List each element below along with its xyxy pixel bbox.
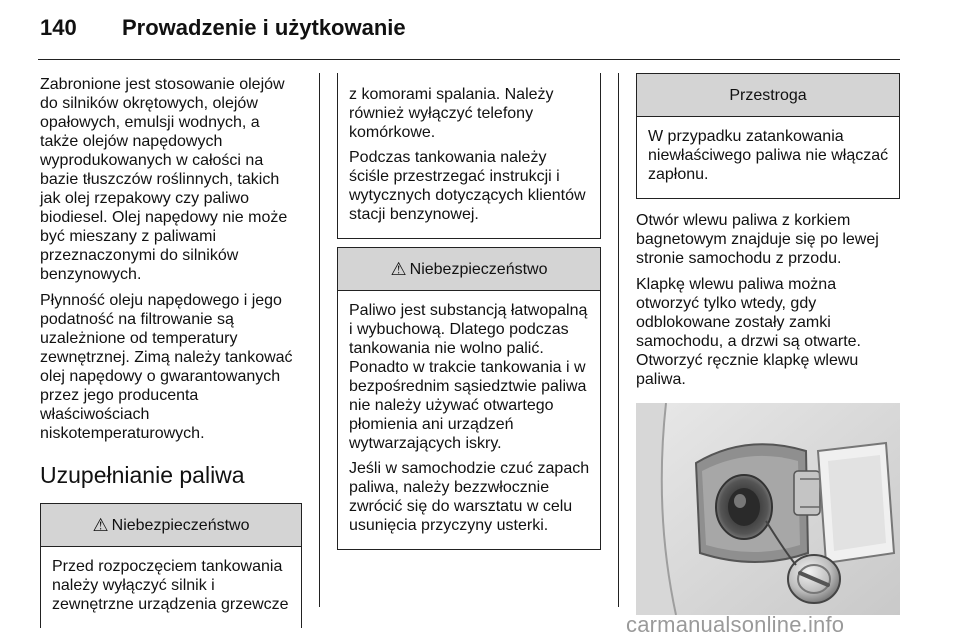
warning-box-1-continued xyxy=(337,73,601,239)
column-1 xyxy=(40,75,302,628)
warning-triangle-icon: ⚠ xyxy=(390,258,407,279)
warning-box-2 xyxy=(337,247,601,550)
caution-title: Przestroga xyxy=(729,86,807,104)
warning-box-1-continued-body xyxy=(338,73,600,238)
warning-box-1-header xyxy=(41,504,301,547)
warning-continued-text-1: z komorami spalania. Należy również wyłączyć telefony komórkowe. xyxy=(349,86,554,141)
column-divider-1 xyxy=(319,73,320,607)
warning-triangle-icon: ⚠ xyxy=(92,514,109,535)
caution-box xyxy=(636,73,900,199)
warning-box-1 xyxy=(40,503,302,628)
chapter-title: Prowadzenie i użytkowanie xyxy=(122,15,406,40)
caution-box-body xyxy=(637,117,899,198)
column-divider-2 xyxy=(618,73,619,607)
header-rule xyxy=(38,59,900,60)
page-header xyxy=(40,8,406,48)
section-title: Uzupełnianie paliwa xyxy=(40,462,245,488)
column-3 xyxy=(636,73,900,615)
paragraph-filler-flap: Klapkę wlewu paliwa można otworzyć tylko wtedy, gdy odblokowane zostały zamki samochodu, a drzwi są otwarte. Otworzyć ręcznie klapkę wlewu paliwa. xyxy=(636,276,861,388)
warning-title: Niebezpieczeństwo xyxy=(111,516,250,534)
watermark-text: carmanualsonline.info xyxy=(626,612,845,637)
warning-continued-text-2: Podczas tankowania należy ściśle przestrzegać instrukcji i wytycznych dotyczących klientów stacji benzynowej. xyxy=(349,149,586,223)
warning-box-2-header xyxy=(338,248,600,291)
caution-box-header xyxy=(637,74,899,117)
warning-text: Przed rozpoczęciem tankowania należy wyłączyć silnik i zewnętrzne urządzenia grzewcze xyxy=(52,558,289,613)
warning-box-2-body xyxy=(338,291,600,549)
warning-title: Niebezpieczeństwo xyxy=(409,260,548,278)
warning-box-1-body xyxy=(41,547,301,628)
paragraph-prohibited-oils: Zabronione jest stosowanie olejów do silników okrętowych, olejów opałowych, emulsji wodnych, a także olejów napędowych wyprodukowanych w całości na bazie tłuszczów roślinnych, takich jak olej rzepakowy czy paliwo biodiesel. Olej napędowy nie może być mieszany z paliwami przeznaczonymi do silników benzynowych. xyxy=(40,76,288,283)
fuel-filler-photo xyxy=(636,403,900,615)
paragraph-diesel-fluidity: Płynność oleju napędowego i jego podatność na filtrowanie są uzależnione od temperatury zewnętrznej. Zimą należy tankować olej napędowy o gwarantowanych przez jego producenta właściwościach niskotemperaturowych. xyxy=(40,292,293,442)
fuel-filler-illustration xyxy=(636,403,900,615)
paragraph-filler-location: Otwór wlewu paliwa z korkiem bagnetowym znajduje się po lewej stronie samochodu z przodu. xyxy=(636,212,879,267)
column-2 xyxy=(337,73,601,550)
warning-text-2: Jeśli w samochodzie czuć zapach paliwa, należy bezzwłocznie zwrócić się do warsztatu w celu usunięcia przyczyny usterki. xyxy=(349,460,590,534)
page-number: 140 xyxy=(40,15,77,40)
caution-text: W przypadku zatankowania niewłaściwego paliwa nie włączać zapłonu. xyxy=(648,128,889,183)
warning-text-1: Paliwo jest substancją łatwopalną i wybuchową. Dlatego podczas tankowania nie wolno palić. Ponadto w trakcie tankowania i w bezpośrednim sąsiedztwie paliwa nie należy używać otwartego płomienia ani urządzeń wytwarzających iskry. xyxy=(349,302,588,452)
